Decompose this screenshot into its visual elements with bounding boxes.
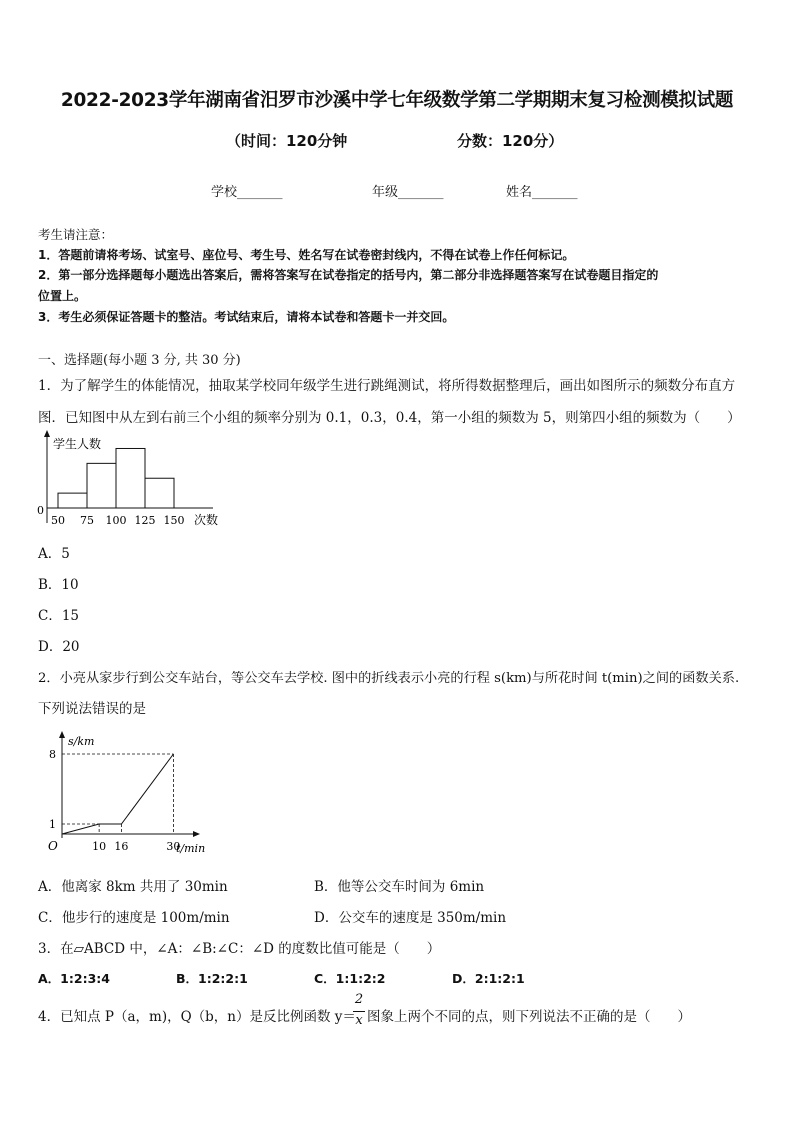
- histogram-x-tick: 125: [134, 514, 156, 527]
- histogram-x-tick: 50: [51, 514, 65, 527]
- graph-x-tick: 16: [114, 840, 129, 853]
- q3-option-c: C．1:1:2:2: [314, 971, 386, 986]
- q1-option-a: A．5: [38, 546, 70, 562]
- histogram-bar: [145, 478, 174, 508]
- histogram-x-tick: 100: [105, 514, 127, 527]
- q3-option-a: A．1:2:3:4: [38, 971, 110, 986]
- exam-score: 分数：120分）: [457, 132, 564, 150]
- histogram-bar: [116, 448, 145, 508]
- graph-x-tick: 10: [92, 840, 107, 853]
- graph-x-arrow: [193, 831, 200, 837]
- histogram-x-tick: 150: [163, 514, 185, 527]
- question-2-line1: 2．小亮从家步行到公交车站台，等公交车去学校. 图中的折线表示小亮的行程 s(km)与所花时间 t(min)之间的函数关系.: [38, 671, 740, 686]
- question-1-line1: 1．为了解学生的体能情况，抽取某学校同年级学生进行跳绳测试，将所得数据整理后，画出如图所示的频数分布直方: [38, 378, 736, 394]
- histogram-chart: [30, 428, 230, 533]
- question-4-before: 4．已知点 P（a，m)，Q（b，n）是反比例函数 y＝: [38, 1009, 356, 1025]
- notice-item: 位置上。: [38, 289, 87, 303]
- fraction-numerator: 2: [354, 992, 364, 1007]
- notice-item: 2．第一部分选择题每小题选出答案后，需将答案写在试卷指定的括号内，第二部分非选择题答案写在试卷题目指定的: [38, 268, 659, 282]
- grade-field: 年级_______: [372, 185, 444, 200]
- name-field: 姓名_______: [506, 185, 578, 200]
- graph-x-tick: 30: [166, 840, 181, 853]
- question-1-line2: 图．已知图中从左到右前三个小组的频率分别为 0.1，0.3，0.4，第一小组的频数为 5，则第四小组的频数为（ ）: [38, 410, 741, 426]
- graph-y-tick: 8: [49, 748, 56, 761]
- histogram-x-label: 次数: [194, 513, 219, 527]
- histogram-y-arrow: [44, 430, 50, 437]
- histogram-bar: [87, 463, 116, 508]
- page-title: 2022-2023学年湖南省汨罗市沙溪中学七年级数学第二学期期末复习检测模拟试题: [60, 90, 734, 111]
- fraction-denominator: x: [355, 1013, 363, 1028]
- histogram-x-tick: 75: [80, 514, 94, 527]
- q3-option-d: D．2:1:2:1: [452, 971, 525, 986]
- histogram-origin-label: 0: [37, 504, 44, 517]
- q2-option-c: C．他步行的速度是 100m/min: [38, 910, 230, 926]
- graph-y-arrow: [59, 731, 65, 738]
- section-heading: 一、选择题(每小题 3 分, 共 30 分): [38, 353, 241, 368]
- q2-option-d: D．公交车的速度是 350m/min: [314, 910, 507, 926]
- question-3: 3．在▱ABCD 中，∠A：∠B:∠C：∠D 的度数比值可能是（ ）: [38, 941, 441, 957]
- histogram-bar: [58, 493, 87, 508]
- graph-origin-label: O: [48, 839, 58, 853]
- notice-item: 1．答题前请将考场、试室号、座位号、考生号、姓名写在试卷密封线内，不得在试卷上作任何标记。: [38, 248, 575, 262]
- exam-time: （时间：120分钟: [226, 132, 348, 150]
- graph-y-label: s/km: [68, 735, 95, 748]
- q2-option-a: A．他离家 8km 共用了 30min: [38, 879, 228, 895]
- distance-time-line: [62, 754, 173, 834]
- q3-option-b: B．1:2:2:1: [176, 971, 248, 986]
- graph-y-tick: 1: [49, 818, 56, 831]
- notice-heading: 考生请注意：: [38, 227, 114, 242]
- histogram-y-label: 学生人数: [53, 437, 102, 451]
- fraction-bar: [353, 1011, 365, 1012]
- question-4-after: 图象上两个不同的点，则下列说法不正确的是（ ）: [367, 1009, 691, 1025]
- graph-x-label: t/min: [176, 842, 206, 855]
- question-2-line2: 下列说法错误的是: [38, 701, 146, 717]
- q2-option-b: B．他等公交车时间为 6min: [314, 879, 485, 895]
- q1-option-d: D．20: [38, 639, 80, 655]
- school-field: 学校_______: [211, 185, 283, 200]
- q1-option-b: B．10: [38, 577, 79, 593]
- notice-item: 3．考生必须保证答题卡的整洁。考试结束后，请将本试卷和答题卡一并交回。: [38, 310, 455, 324]
- q1-option-c: C．15: [38, 608, 80, 624]
- distance-time-graph: [40, 728, 215, 856]
